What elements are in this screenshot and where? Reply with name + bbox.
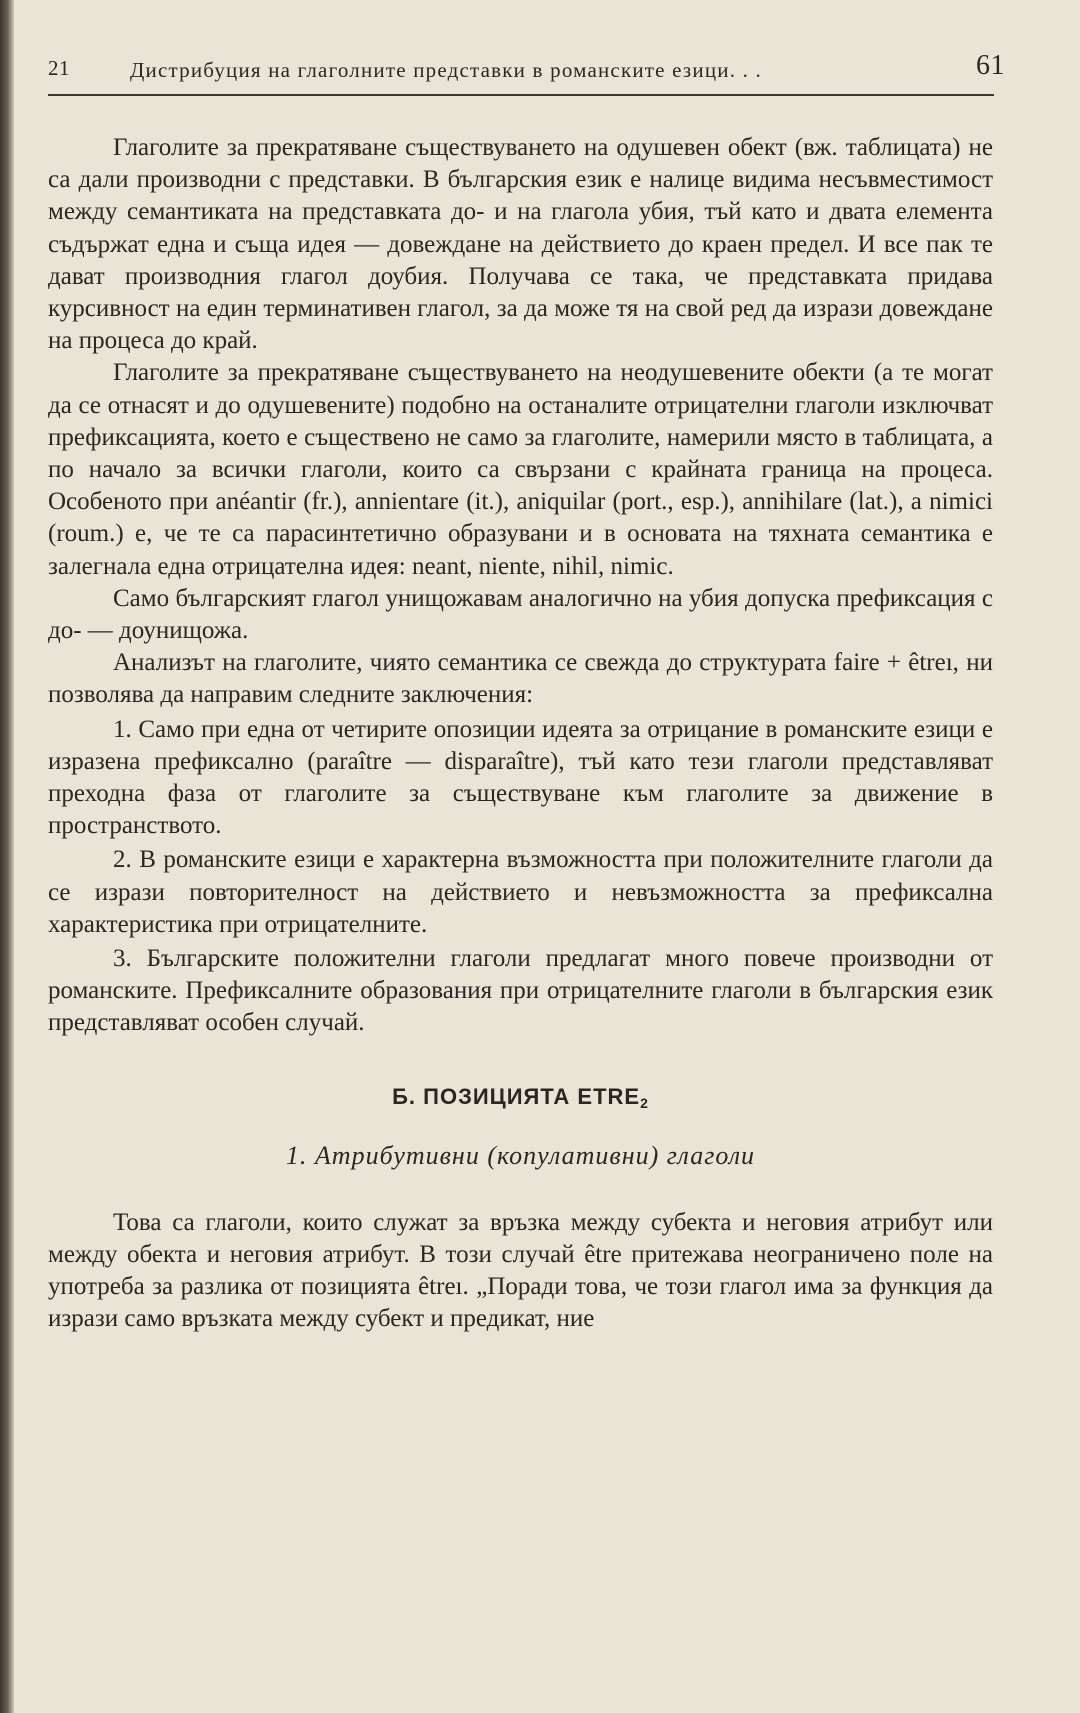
- body-text: [48, 132, 993, 1336]
- paragraph-3: Само българският глагол унищожавам аналогично на убия допуска префиксация с до- — доунищожа.: [48, 584, 993, 645]
- running-head-number: 21: [48, 56, 70, 80]
- paragraph-8: Това са глаголи, които служат за връзка между субекта и неговия атрибут или между обекта и неговия атрибут. В този случай être притежава неограничено поле на употреба за разлика от позицията êtreı. „Поради това, че този глагол има за функция да изрази само връзката между субект и предикат, ние: [48, 1208, 993, 1333]
- paragraph-1: Глаголите за прекратяване съществуването на одушевен обект (вж. таблицата) не са дали производни с представки. В българския език е налице видима несъвместимост между семантиката на представката до- и на глагола убия, тъй като и двата елемента съдържат една и съща идея — довеждане на действието до краен предел. И все пак те дават производния глагол доубия. Получава се така, че представката придава курсивност на един терминативен глагол, за да може тя на свой ред да изрази довеждане на процеса до край.: [48, 134, 993, 355]
- book-binding-edge: [0, 0, 14, 1713]
- running-head-title: Дистрибуция на глаголните представки в романските езици. . .: [130, 58, 762, 82]
- section-heading-text: Б. ПОЗИЦИЯТА ETRE: [392, 1083, 641, 1109]
- conclusion-1: 1. Само при една от четирите опозиции идеята за отрицание в романските езици е изразена префиксално (paraître — disparaître), тъй като тези глаголи представляват преходна фаза от глаголите за съществуване към глаголите за движение в пространството.: [48, 715, 993, 840]
- paragraph-4: Анализът на глаголите, чиято семантика се свежда до структурата faire + êtreı, ни позволява да направим следните заключения:: [48, 649, 993, 709]
- section-heading: [48, 1084, 993, 1111]
- book-page: [48, 50, 1005, 1336]
- section-heading-subscript: 2: [640, 1094, 649, 1111]
- conclusion-2: 2. В романските езици е характерна възможността при положителните глаголи да се изрази повторителност на действието и невъзможността за префиксална характеристика при отрицателните.: [48, 846, 993, 938]
- conclusion-3: 3. Българските положителни глаголи предлагат много повече производни от романските. Префиксалните образования при отрицателните глаголи в българския език представляват особен случай.: [48, 945, 993, 1037]
- paragraph-2: Глаголите за прекратяване съществуването на неодушевените обекти (а те могат да се отнасят и до одушевените) подобно на останалите отрицателни глаголи изключват префиксацията, което е съществено не само за глаголите, намерили място в таблицата, а по начало за всички глаголи, които са свързани с крайната граница на процеса. Особеното при anéantir (fr.), annientare (it.), aniquilar (port., esp.), annihilare (lat.), a nimici (roum.) е, че те са парасинтетично образувани и в основата на тяхната семантика е залегнала една отрицателна идея: neant, niente, nihil, nimic.: [48, 359, 993, 580]
- page-number: 61: [976, 50, 1005, 81]
- header-rule: [48, 94, 994, 96]
- running-head: [48, 50, 1005, 94]
- section-subheading: 1. Атрибутивни (копулативни) глаголи: [285, 1140, 756, 1170]
